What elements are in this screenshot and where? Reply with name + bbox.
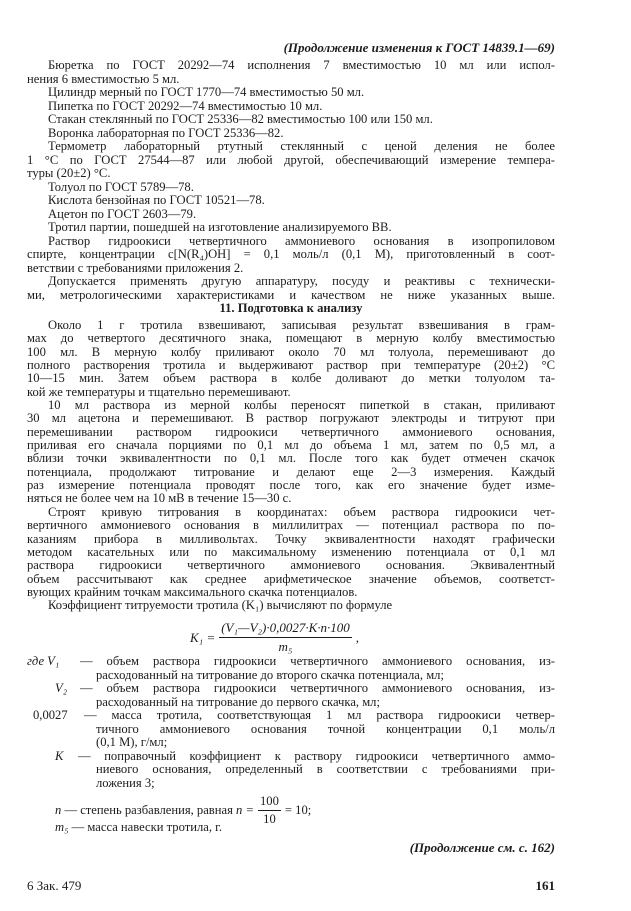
definition-0027 — [0, 709, 631, 723]
titration-formula — [190, 620, 359, 655]
text-line: Около 1 г тротила взвешивают, записывая результат взвешивания в грам- — [48, 319, 555, 332]
text-line: вертичного аммониевого основания в миллилитрах — потенциал раствора по по- — [27, 519, 555, 533]
text-line: раствора гидроокиси четвертичного аммониевого основания. Эквивалентный — [27, 559, 555, 573]
text-line: Коэффициент титруемости тротила (K₁) вычисляют по формуле — [48, 599, 393, 613]
text-line: казаниям прибора в милливольтах. Точку эквивалентности находят графически — [27, 532, 555, 546]
text-line: мах до четвертого десятичного знака, помещают в мерную колбу вместимостью — [27, 332, 555, 346]
text-line: ветствии с требованиями приложения 2. — [27, 261, 244, 275]
definition-text: — поправочный коэффициент к раствору гидроокиси четвертичного аммо- — [78, 748, 555, 763]
text-line: 10 мл раствора из мерной колбы переносят пипеткой в стакан, приливают — [48, 399, 555, 413]
footer-order: 6 Зак. 479 — [27, 878, 82, 893]
definition-text: ложения 3; — [96, 775, 155, 790]
definition-text: тичного аммониевого основания точной концентрации 0,1 моль/л — [96, 721, 555, 736]
text-line: Тротил партии, пошедшей на изготовление анализируемого ВВ. — [48, 221, 392, 234]
text-line: 1 °С по ГОСТ 27544—87 или любой другой, обеспечивающий измерение темпера- — [27, 153, 555, 167]
text-line: няться не более чем на 10 мВ в течение 15—30 с. — [27, 492, 292, 506]
formula-denominator: m₅ — [278, 639, 293, 654]
definition-v2 — [0, 682, 631, 696]
text-line: Бюретка по ГОСТ 20292—74 исполнения 7 вместимостью 10 мл или испол- — [48, 59, 555, 72]
definition-0027-cont — [0, 736, 631, 750]
equipment-list — [27, 59, 555, 316]
text-line: нения 6 вместимостью 5 мл. — [27, 72, 180, 86]
text-line: Термометр лабораторный ртутный стеклянный с ценой деления не более — [48, 140, 555, 153]
text-line: Раствор гидроокиси четвертичного аммониевого основания в изопропиловом — [48, 234, 555, 248]
text-line: ми, метрологическими характеристиками и качеством не ниже указанных выше. — [27, 288, 555, 302]
text-line: Стакан стеклянный по ГОСТ 25336—82 вместимостью 100 или 150 мл. — [48, 113, 433, 126]
text-line: раз измерение потенциала проводят после того, как его значение будет изме- — [27, 479, 555, 493]
text-line: Воронка лабораторная по ГОСТ 25336—82. — [48, 126, 284, 140]
equation-lhs: n = — [236, 803, 254, 817]
text-line: спирте, концентрации c[N(R₄)OH] = 0,1 моль/л (0,1 M), приготовленный в соот- — [27, 248, 555, 261]
text-line: 10—15 мин. Затем объем раствора в колбе доливают до метки толуолом та- — [27, 372, 555, 386]
text-line: перемешивании раствором гидроокиси четвертичного аммониевого основания, — [27, 425, 555, 439]
definition-text: ниевого основания, определенный в соответствии с требованиями при- — [96, 762, 555, 776]
definition-text: — объем раствора гидроокиси четвертичного аммониевого основания, из- — [80, 681, 555, 695]
page-number: 161 — [535, 878, 555, 893]
definition-v1 — [0, 655, 631, 669]
text-line: туры (20±2) °С. — [27, 167, 111, 180]
definition-k — [0, 750, 631, 764]
definition-term: m₅ — [55, 820, 69, 834]
definition-v1-cont — [0, 669, 631, 683]
continuation-note: (Продолжение см. с. 162) — [409, 840, 555, 855]
definition-text: расходованный на титрование до второго скачка потенциала, мл; — [96, 667, 444, 682]
formula-tail: , — [355, 629, 360, 645]
dilution-fraction — [258, 794, 281, 827]
formula-fraction — [219, 620, 352, 655]
definition-term: n — [55, 803, 62, 817]
definition-k-cont — [0, 777, 631, 791]
text-line: Допускается применять другую аппаратуру, посуду и реактивы с технически- — [48, 275, 555, 288]
definition-text: — масса тротила, соответствующая 1 мл раствора гидроокиси четвер- — [84, 708, 555, 722]
definition-k-cont — [0, 763, 631, 777]
definition-term: 0,0027 — [33, 708, 68, 722]
text-line: Пипетка по ГОСТ 20292—74 вместимостью 10 мл. — [48, 99, 323, 113]
definition-0027-cont — [0, 723, 631, 737]
text-line: методом касательных или по максимальному изменению потенциала от 0,1 мл — [27, 545, 555, 559]
running-header: (Продолжение изменения к ГОСТ 14839.1—69) — [283, 40, 555, 55]
text-line: полного растворения тротила и выдерживают раствор при температуре (20±2) °С — [27, 359, 555, 373]
definition-text: (0,1 M), г/мл; — [96, 735, 168, 749]
text-line: кой же температуры и тщательно перемешивают. — [27, 385, 291, 399]
definition-text: — объем раствора гидроокиси четвертичного аммониевого основания, из- — [80, 654, 555, 668]
text-line: объем рассчитывают как среднее арифметическое значение объемов, соответст- — [27, 572, 555, 586]
definition-term: V₂ — [55, 681, 68, 695]
fraction-numerator: 100 — [258, 794, 281, 811]
text-line: Кислота бензойная по ГОСТ 10521—78. — [48, 194, 265, 207]
definition-text: расходованный на титрование до первого скачка, мл; — [96, 694, 380, 709]
text-line: вующих крайним точкам максимального скачка потенциалов. — [27, 585, 358, 599]
text-line: приливая его сначала порциями по 0,1 мл до объема 1 мл, затем по 0,5 мл, а — [27, 439, 555, 453]
text-line: Строят кривую титрования в координатах: объем раствора гидроокиси чет- — [48, 505, 555, 519]
definition-v2-cont — [0, 696, 631, 710]
text-line: вблизи точки эквивалентности по 0,1 мл. После того как будет отмечен скачок — [27, 452, 555, 466]
text-line: Ацетон по ГОСТ 2603—79. — [48, 207, 197, 221]
text-line: Толуол по ГОСТ 5789—78. — [48, 180, 194, 194]
formula-numerator: (V₁—V₂)·0,0027·K·n·100 — [219, 620, 352, 638]
equation-rhs: = 10; — [284, 803, 312, 817]
text-line: потенциала, продолжают титрование и делают еще 2—3 измерения. Каждый — [27, 465, 555, 479]
definition-term: K — [55, 748, 64, 763]
procedure-text — [27, 319, 555, 613]
definition-text: — степень разбавления, равная — [64, 803, 233, 817]
text-line: Цилиндр мерный по ГОСТ 1770—74 вместимостью 50 мл. — [48, 86, 365, 99]
text-line: 100 мл. В мерную колбу приливают около 70 мл толуола, перемешивают до — [27, 345, 555, 359]
definition-text: — масса навески тротила, г. — [71, 820, 223, 834]
section-heading: 11. Подготовка к анализу — [219, 302, 363, 315]
formula-lhs: K₁ = — [190, 629, 216, 645]
fraction-denominator: 10 — [263, 812, 276, 826]
definition-term: где V₁ — [27, 654, 60, 668]
text-line: 30 мл ацетона и перемешивают. В раствор погружают электроды и титруют при — [27, 412, 555, 426]
definition-m5 — [55, 820, 222, 835]
